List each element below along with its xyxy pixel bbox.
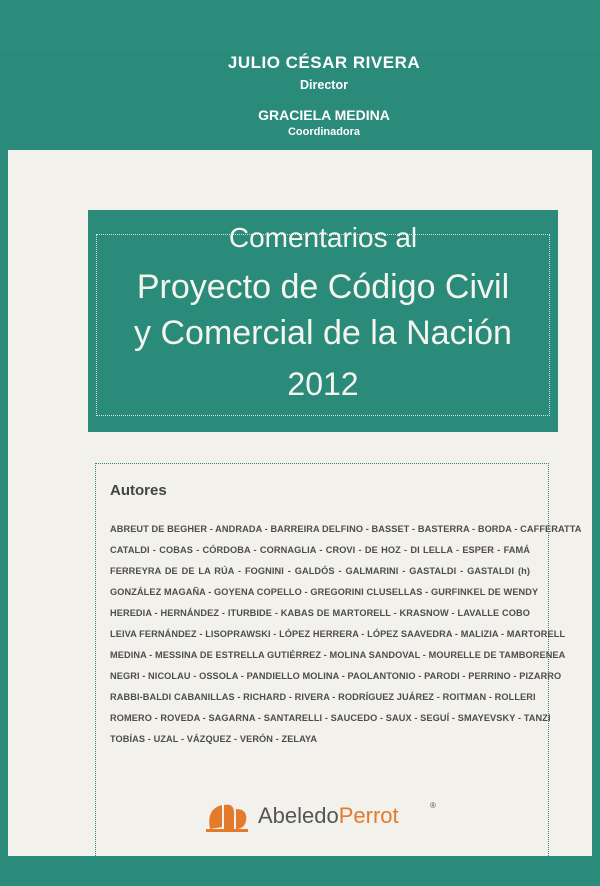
title-year: 2012 bbox=[287, 366, 359, 402]
cover-top-band bbox=[0, 0, 600, 50]
author-line: MEDINA - MESSINA DE ESTRELLA GUTIÉRREZ - MOLINA SANDOVAL - MOURELLE DE TAMBORENEA bbox=[110, 650, 566, 660]
title-line-1: Comentarios al bbox=[228, 222, 418, 253]
registered-mark: ® bbox=[430, 801, 436, 810]
coordinator-role: Coordinadora bbox=[287, 126, 361, 138]
publisher-logo bbox=[204, 797, 444, 837]
publisher-name-part1: Abeledo bbox=[258, 803, 339, 828]
director-role: Director bbox=[300, 78, 348, 92]
author-line: ABREUT DE BEGHER - ANDRADA - BARREIRA DELFINO - BASSET - BASTERRA - BORDA - CAFFERATTA bbox=[110, 524, 582, 534]
title-line-2: Proyecto de Código Civil bbox=[136, 268, 510, 306]
author-line: GONZÁLEZ MAGAÑA - GOYENA COPELLO - GREGORINI CLUSELLAS - GURFINKEL DE WENDY bbox=[110, 587, 539, 597]
author-line: RABBI-BALDI CABANILLAS - RICHARD - RIVERA - RODRÍGUEZ JUÁREZ - ROITMAN - ROLLERI bbox=[110, 692, 536, 702]
director-name: JULIO CÉSAR RIVERA bbox=[227, 53, 421, 72]
author-line: ROMERO - ROVEDA - SAGARNA - SANTARELLI - SAUCEDO - SAUX - SEGUÍ - SMAYEVSKY - TANZI bbox=[110, 713, 551, 723]
author-line: TOBÍAS - UZAL - VÁZQUEZ - VERÓN - ZELAYA bbox=[110, 734, 318, 744]
author-line: CATALDI - COBAS - CÓRDOBA - CORNAGLIA - CROVI - DE HOZ - DI LELLA - ESPER - FAMÁ bbox=[110, 545, 530, 555]
abeledo-perrot-logo-icon bbox=[204, 799, 252, 842]
publisher-name bbox=[258, 803, 399, 829]
coordinator-name: GRACIELA MEDINA bbox=[258, 107, 390, 123]
author-line: HEREDIA - HERNÁNDEZ - ITURBIDE - KABAS DE MARTORELL - KRASNOW - LAVALLE COBO bbox=[110, 608, 530, 618]
author-line: LEIVA FERNÁNDEZ - LISOPRAWSKI - LÓPEZ HERRERA - LÓPEZ SAAVEDRA - MALIZIA - MARTORELL bbox=[110, 629, 566, 639]
publisher-name-part2: Perrot bbox=[338, 803, 399, 828]
author-line: NEGRI - NICOLAU - OSSOLA - PANDIELLO MOLINA - PAOLANTONIO - PARODI - PERRINO - PIZARRO bbox=[110, 671, 562, 681]
author-line: FERREYRA DE DE LA RÚA - FOGNINI - GALDÓS - GALMARINI - GASTALDI - GASTALDI (h) bbox=[110, 566, 530, 576]
title-line-3: y Comercial de la Nación bbox=[134, 314, 512, 352]
authors-heading: Autores bbox=[110, 482, 167, 499]
